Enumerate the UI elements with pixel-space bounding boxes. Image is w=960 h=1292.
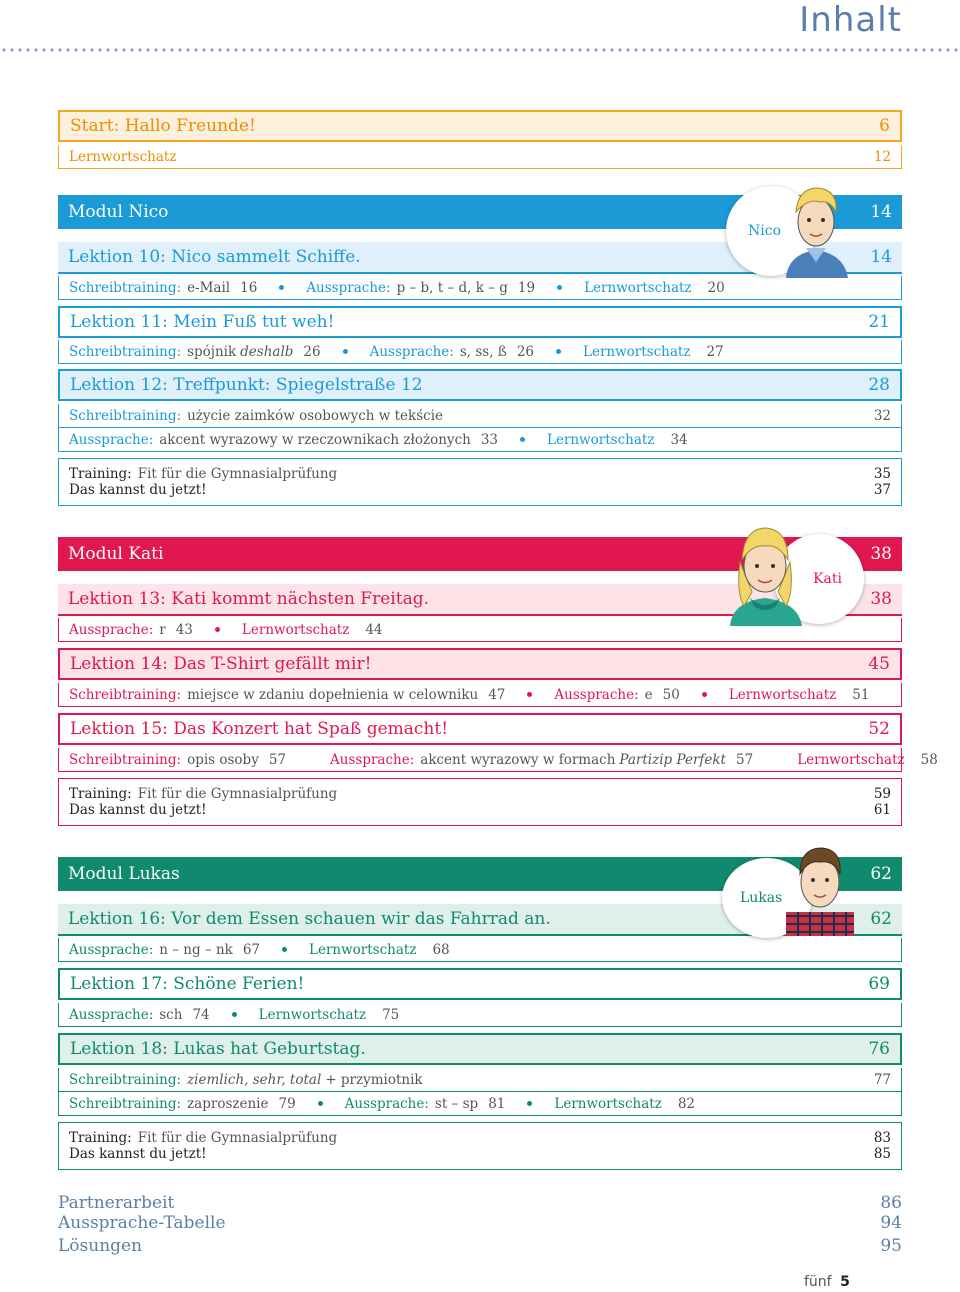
- lektion-12-header[interactable]: [58, 369, 902, 401]
- nico-avatar-icon: [780, 182, 852, 278]
- modul-lukas-page: 62: [870, 864, 892, 884]
- bullet-dot: [282, 947, 287, 952]
- start-header[interactable]: [58, 110, 902, 142]
- bullet-dot: [520, 437, 525, 442]
- start-title: Start: Hallo Freunde!: [70, 116, 256, 136]
- lukas-label-circle: Lukas: [722, 858, 812, 938]
- lektion-16-header[interactable]: Lektion 16: Vor dem Essen schauen wir das Fahrrad an. 62: [58, 904, 902, 936]
- bullet-dot: [318, 1101, 323, 1106]
- kati-avatar-icon: [722, 522, 808, 626]
- lektion-18-sub1: Schreibtraining: ziemlich, sehr, total + przymiotnik 77: [58, 1068, 902, 1092]
- modul-kati-page: 38: [870, 544, 892, 564]
- bullet-dot: [527, 1101, 532, 1106]
- lektion-17-sub: Aussprache: sch 74 Lernwortschatz 75: [58, 1003, 902, 1027]
- modul-lukas-title: Modul Lukas: [68, 864, 180, 884]
- lukas-avatar-icon: [780, 840, 860, 936]
- kati-label-circle: Kati: [774, 534, 864, 624]
- page-footer: fünf 5: [804, 1274, 850, 1290]
- bullet-dot: [343, 349, 348, 354]
- start-sub[interactable]: [58, 145, 902, 169]
- lektion-10-page: 14: [870, 247, 892, 267]
- lektion-18-header[interactable]: Lektion 18: Lukas hat Geburtstag. 76: [58, 1033, 902, 1065]
- bullet-dot: [556, 349, 561, 354]
- lektion-12-title: Lektion 12: Treffpunkt: Spiegelstraße 12: [70, 375, 423, 395]
- modul-nico-title: Modul Nico: [68, 202, 169, 222]
- lektion-12-page: 28: [868, 375, 890, 395]
- lektion-14-header[interactable]: Lektion 14: Das T-Shirt gefällt mir! 45: [58, 648, 902, 680]
- lektion-10-title: Lektion 10: Nico sammelt Schiffe.: [68, 247, 361, 267]
- appendix-loesungen[interactable]: Lösungen 95: [58, 1236, 902, 1256]
- lektion-18-sub2: Schreibtraining: zaproszenie 79 Aussprache: st – sp 81 Lernwortschatz 82: [58, 1092, 902, 1116]
- nico-label-circle: Nico: [726, 186, 816, 276]
- lektion-14-sub: Schreibtraining: miejsce w zdaniu dopełnienia w celowniku 47 Aussprache: e 50 Lernwortschatz 51: [58, 683, 902, 707]
- lektion-13-header[interactable]: Lektion 13: Kati kommt nächsten Freitag. 38: [58, 584, 902, 616]
- lektion-12-sub2: Aussprache: akcent wyrazowy w rzeczownikach złożonych 33 Lernwortschatz 34: [58, 428, 902, 452]
- lektion-11-title: Lektion 11: Mein Fuß tut weh!: [70, 312, 335, 332]
- bullet-dot: [527, 692, 532, 697]
- lektion-11-sub: Schreibtraining: spójnik deshalb 26 Aussprache: s, ss, ß 26 Lernwortschatz 27: [58, 340, 902, 364]
- lektion-10-sub: Schreibtraining: e-Mail 16 Aussprache: p – b, t – d, k – g 19 Lernwortschatz 20: [58, 276, 902, 300]
- lektion-11-header[interactable]: [58, 306, 902, 338]
- bullet-dot: [702, 692, 707, 697]
- kati-training-box[interactable]: Training: Fit für die Gymnasialprüfung 59 Das kannst du jetzt! 61: [58, 778, 902, 826]
- bullet-dot: [232, 1012, 237, 1017]
- lektion-12-sub1: Schreibtraining: użycie zaimków osobowych w tekście 32: [58, 404, 902, 428]
- page-title: Inhalt: [799, 0, 902, 40]
- lektion-15-header[interactable]: Lektion 15: Das Konzert hat Spaß gemacht! 52: [58, 713, 902, 745]
- bullet-dot: [557, 285, 562, 290]
- modul-kati-title: Modul Kati: [68, 544, 164, 564]
- lukas-training-box[interactable]: Training: Fit für die Gymnasialprüfung 83 Das kannst du jetzt! 85: [58, 1122, 902, 1170]
- bullet-dot: [279, 285, 284, 290]
- lektion-17-header[interactable]: Lektion 17: Schöne Ferien! 69: [58, 968, 902, 1000]
- start-page: 6: [879, 116, 890, 136]
- modul-nico-page: 14: [870, 202, 892, 222]
- nico-training-box[interactable]: Training: Fit für die Gymnasialprüfung 35 Das kannst du jetzt! 37: [58, 458, 902, 506]
- lektion-16-sub: Aussprache: n – ng – nk 67 Lernwortschatz 68: [58, 938, 902, 962]
- dotted-divider: [0, 48, 960, 52]
- lektion-13-sub: Aussprache: r 43 Lernwortschatz 44: [58, 618, 902, 642]
- bullet-dot: [215, 627, 220, 632]
- appendix-aussprache-tabelle[interactable]: Aussprache-Tabelle 94: [58, 1213, 902, 1233]
- lektion-11-page: 21: [868, 312, 890, 332]
- start-sub-page: 12: [873, 148, 891, 165]
- start-sub-label: Lernwortschatz: [69, 148, 177, 165]
- lektion-15-sub: Schreibtraining: opis osoby 57 Aussprache: akcent wyrazowy w formach Partizip Perfekt 57 Lernwortschatz 58: [58, 748, 902, 772]
- appendix-partnerarbeit[interactable]: Partnerarbeit 86: [58, 1193, 902, 1213]
